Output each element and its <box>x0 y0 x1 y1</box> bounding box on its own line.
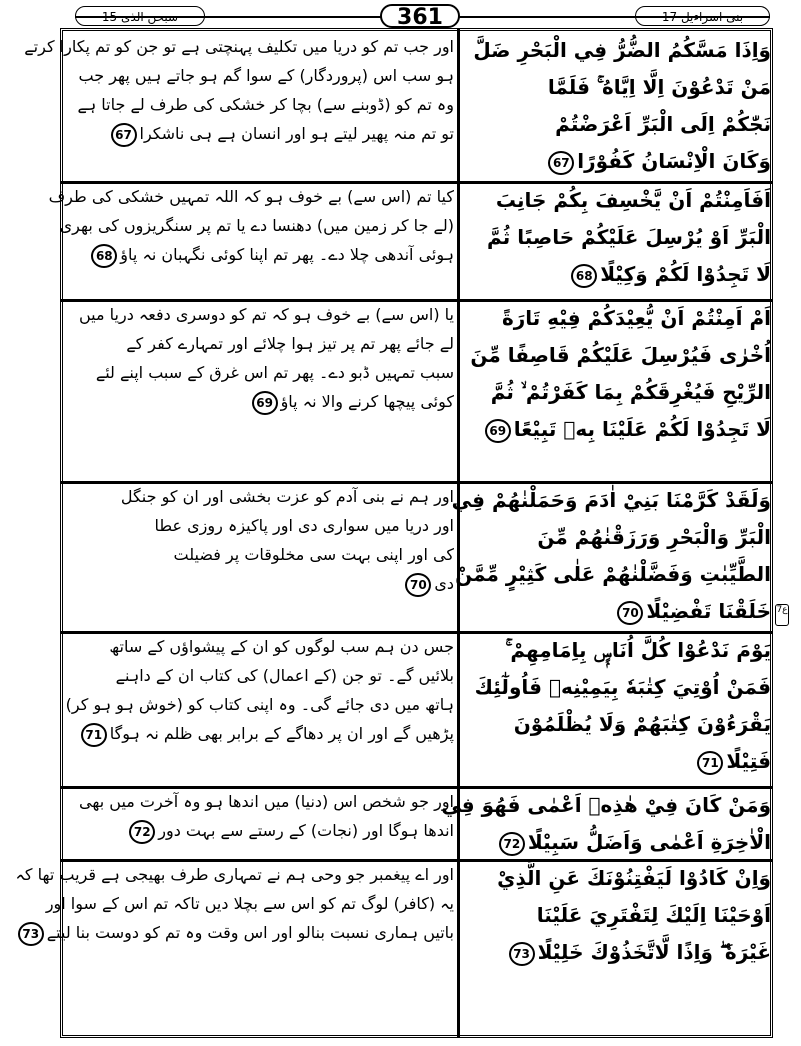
urdu-line <box>59 211 454 240</box>
urdu-line <box>64 358 454 387</box>
urdu-line <box>64 119 454 148</box>
arabic-line <box>463 934 771 971</box>
line-text: الرِّيْحِ فَيُغْرِقَكُمْ بِمَا كَفَرْتُمْ ۙ ثُمَّ <box>490 380 771 404</box>
arabic-line <box>463 593 771 630</box>
line-text: فَتِيْلًا <box>726 749 771 773</box>
arabic-line <box>463 256 771 293</box>
urdu-line <box>64 816 454 845</box>
verse-number-badge: 68 <box>571 264 597 288</box>
line-text: الْبَرِّ اَوْ يُرْسِلَ عَلَيْكُمْ حَاصِبًا ثُمَّ <box>487 225 771 249</box>
arabic-line <box>451 482 771 519</box>
line-text: اَمْ اَمِنْتُمْ اَنْ يُّعِيْدَكُمْ فِيْهِ تَارَةً <box>501 306 771 330</box>
urdu-line <box>45 889 454 918</box>
arabic-block-5 <box>463 632 771 787</box>
verse-number-badge: 71 <box>697 751 723 775</box>
verse-number-badge: 68 <box>91 244 117 268</box>
line-text: کیا تم (اس سے) بے خوف ہو کہ اللہ تمہیں خشکی کی طرف <box>48 187 454 206</box>
verse-number-badge: 73 <box>18 922 44 946</box>
line-text: ہوئی آندھی چلا دے۔ پھر تم اپنا کوئی نگہبان نہ پاؤ <box>120 245 454 264</box>
arabic-line <box>463 182 771 219</box>
urdu-line <box>64 300 454 329</box>
urdu-line <box>64 240 454 269</box>
line-text: يَقْرَءُوْنَ كِتٰبَهُمْ وَلَا يُظْلَمُوْنَ <box>513 712 771 736</box>
verse-number-badge: 70 <box>617 601 643 625</box>
urdu-line <box>64 511 454 540</box>
urdu-line <box>64 661 454 690</box>
line-text: کی اور اپنی بہت سی مخلوقات پر فضیلت <box>173 545 454 564</box>
line-text: لے جائے پھر تم پر تیز ہوا چلائے اور تمہارے کفر کے <box>126 334 454 353</box>
line-text: مَنْ تَدْعُوْنَ اِلَّا اِيَّاهُ ۚ فَلَمَّا <box>547 75 771 99</box>
line-text: وہ تم کو (ڈوبنے سے) بچا کر خشکی کی طرف لے جاتا ہے <box>77 95 454 114</box>
urdu-line <box>64 329 454 358</box>
verse-number-badge: 70 <box>405 573 431 597</box>
urdu-line <box>64 482 454 511</box>
arabic-line <box>463 632 771 669</box>
urdu-block-3 <box>64 300 454 482</box>
arabic-line <box>463 519 771 556</box>
line-text: يَوْمَ نَدْعُوْا كُلَّ اُنَاسٍۭ بِاِمَامِهِمْ ۚ <box>505 638 771 662</box>
line-text: یہ (کافر) لوگ تم کو اس سے بچلا دیں تاکہ تم اس کے سوا اور <box>45 894 454 913</box>
line-text: اَوْحَيْنَا اِلَيْكَ لِتَفْتَرِيَ عَلَيْنَا <box>536 903 771 927</box>
line-text: اندھا ہوگا اور (نجات) کے رستے سے بہت دور <box>158 821 454 840</box>
arabic-line <box>463 743 771 780</box>
line-text: ہو سب اس (پروردگار) کے سوا گم ہو جاتے ہیں پھر جب <box>78 66 454 85</box>
arabic-line <box>463 219 771 256</box>
arabic-block-4 <box>451 482 771 632</box>
arabic-block-3 <box>463 300 771 482</box>
verse-number-badge: 69 <box>252 391 278 415</box>
urdu-line <box>64 90 454 119</box>
line-text: بلائیں گے۔ تو جن (کے اعمال) کی کتاب ان کے داہنے <box>115 666 454 685</box>
line-text: خَلَقْنَا تَفْضِيْلًا <box>646 599 771 623</box>
urdu-block-4 <box>64 482 454 632</box>
line-text: اور دریا میں سواری دی اور پاکیزہ روزی عطا <box>154 516 454 535</box>
urdu-block-2 <box>48 182 454 300</box>
urdu-line <box>64 632 454 661</box>
line-text: دی <box>434 574 454 593</box>
line-text: وَكَانَ الْاِنْسَانُ كَفُوْرًا <box>577 149 771 173</box>
arabic-line <box>463 143 771 180</box>
line-text: الْبَرِّ وَالْبَحْرِ وَرَزَقْنٰهُمْ مِّنَ <box>537 525 771 549</box>
line-text: لَا تَجِدُوْا لَكُمْ عَلَيْنَا بِهٖ تَبِيْعًا <box>513 417 771 441</box>
arabic-line <box>463 106 771 143</box>
urdu-line <box>64 690 454 719</box>
urdu-line <box>64 61 454 90</box>
line-text: وَلَقَدْ كَرَّمْنَا بَنِيْ اٰدَمَ وَحَمَلْنٰهُمْ فِي <box>451 488 771 512</box>
urdu-block-1 <box>24 32 454 182</box>
arabic-line <box>463 669 771 706</box>
arabic-line <box>463 706 771 743</box>
urdu-line <box>64 719 454 748</box>
verse-number-badge: 67 <box>548 151 574 175</box>
verse-number-badge: 72 <box>499 832 525 856</box>
column-divider <box>457 28 460 1038</box>
urdu-line <box>24 32 454 61</box>
line-text: اور جب تم کو دریا میں تکلیف پہنچتی ہے تو جن کو تم پکارا کرتے <box>24 37 454 56</box>
line-text: لَا تَجِدُوْا لَكُمْ وَكِيْلًا <box>600 262 771 286</box>
arabic-line <box>463 337 771 374</box>
line-text: باتیں ہماری نسبت بنالو اور اس وقت وہ تم کو دوست بنا لیتے <box>46 923 454 942</box>
para-title: سبحن الذی 15 <box>75 6 205 26</box>
urdu-line <box>15 860 454 889</box>
urdu-block-7 <box>15 860 454 1036</box>
line-text: تو تم منہ پھیر لیتے ہو اور انسان ہے ہی ناشکرا <box>139 124 454 143</box>
line-text: جس دن ہم سب لوگوں کو ان کے پیشواؤں کے ساتھ <box>109 637 454 656</box>
line-text: پڑھیں گے اور ان پر دھاگے کے برابر بھی ظلم نہ ہوگا <box>109 724 454 743</box>
arabic-line <box>463 897 771 934</box>
verse-number-badge: 69 <box>485 419 511 443</box>
arabic-line <box>463 300 771 337</box>
urdu-line <box>64 387 454 416</box>
verse-number-badge: 71 <box>81 723 107 747</box>
line-text: الطَّيِّبٰتِ وَفَضَّلْنٰهُمْ عَلٰى كَثِيْرٍ مِّمَّنْ <box>455 562 771 586</box>
arabic-line <box>463 32 771 69</box>
line-text: وَمَنْ كَانَ فِيْ هٰذِهٖ اَعْمٰى فَهُوَ فِي <box>441 793 771 817</box>
line-text: اُخْرٰى فَيُرْسِلَ عَلَيْكُمْ قَاصِفًا مِّنَ <box>470 343 771 367</box>
urdu-line <box>64 787 454 816</box>
arabic-block-6 <box>441 787 771 860</box>
arabic-block-7 <box>463 860 771 1036</box>
line-text: اور اے پیغمبر جو وحی ہم نے تمہاری طرف بھیجی ہے قریب تھا کہ <box>15 865 454 884</box>
urdu-block-6 <box>64 787 454 860</box>
line-text: (لے جا کر زمین میں) دھنسا دے یا تم پر سنگریزوں کی بھری <box>59 216 454 235</box>
arabic-line <box>463 411 771 448</box>
verse-number-badge: 72 <box>129 820 155 844</box>
page-number: 361 <box>380 4 460 28</box>
line-text: وَاِنْ كَادُوْا لَيَفْتِنُوْنَكَ عَنِ الَّذِيْ <box>497 866 771 890</box>
verse-number-badge: 73 <box>509 942 535 966</box>
arabic-block-2 <box>463 182 771 300</box>
urdu-line <box>64 569 454 598</box>
line-text: اَفَاَمِنْتُمْ اَنْ يَّخْسِفَ بِكُمْ جَانِبَ <box>495 188 771 212</box>
line-text: کوئی پیچھا کرنے والا نہ پاؤ <box>280 392 454 411</box>
page-header <box>30 4 770 30</box>
line-text: یا (اس سے) بے خوف ہو کہ تم کو دوسری دفعہ دریا میں <box>78 305 454 324</box>
urdu-line <box>22 918 454 947</box>
verse-number-badge: 67 <box>111 123 137 147</box>
arabic-line <box>463 860 771 897</box>
arabic-line <box>463 824 771 861</box>
arabic-line <box>441 787 771 824</box>
line-text: سبب تمہیں ڈبو دے۔ پھر تم اس غرق کے سبب اپنے لئے <box>95 363 454 382</box>
line-text: الْاٰخِرَةِ اَعْمٰى وَاَضَلُّ سَبِيْلًا <box>527 830 771 854</box>
line-text: فَمَنْ اُوْتِيَ كِتٰبَهٗ بِيَمِيْنِهٖ فَاُولٰٓئِكَ <box>474 675 771 699</box>
line-text: ہاتھ میں دی جائے گی۔ وہ اپنی کتاب کو (خوش ہو ہو کر) <box>65 695 454 714</box>
line-text: اور ہم نے بنی آدم کو عزت بخشی اور ان کو جنگل <box>120 487 454 506</box>
line-text: نَجّٰكُمْ اِلَى الْبَرِّ اَعْرَضْتُمْ <box>555 112 771 136</box>
line-text: غَيْرَهٗ ۖ وَاِذًا لَّاتَّخَذُوْكَ خَلِيْلًا <box>537 940 771 964</box>
arabic-line <box>463 69 771 106</box>
urdu-line <box>64 540 454 569</box>
line-text: وَاِذَا مَسَّكُمُ الضُّرُّ فِي الْبَحْرِ ضَلَّ <box>473 38 771 62</box>
arabic-block-1 <box>463 32 771 182</box>
surah-title: بنی اسراءیل 17 <box>635 6 770 26</box>
arabic-line <box>463 374 771 411</box>
line-text: اور جو شخص اس (دنیا) میں اندھا ہو وہ آخرت میں بھی <box>79 792 454 811</box>
urdu-line <box>48 182 454 211</box>
urdu-block-5 <box>64 632 454 787</box>
arabic-line <box>455 556 771 593</box>
ruku-marker: ع7 <box>775 604 789 626</box>
